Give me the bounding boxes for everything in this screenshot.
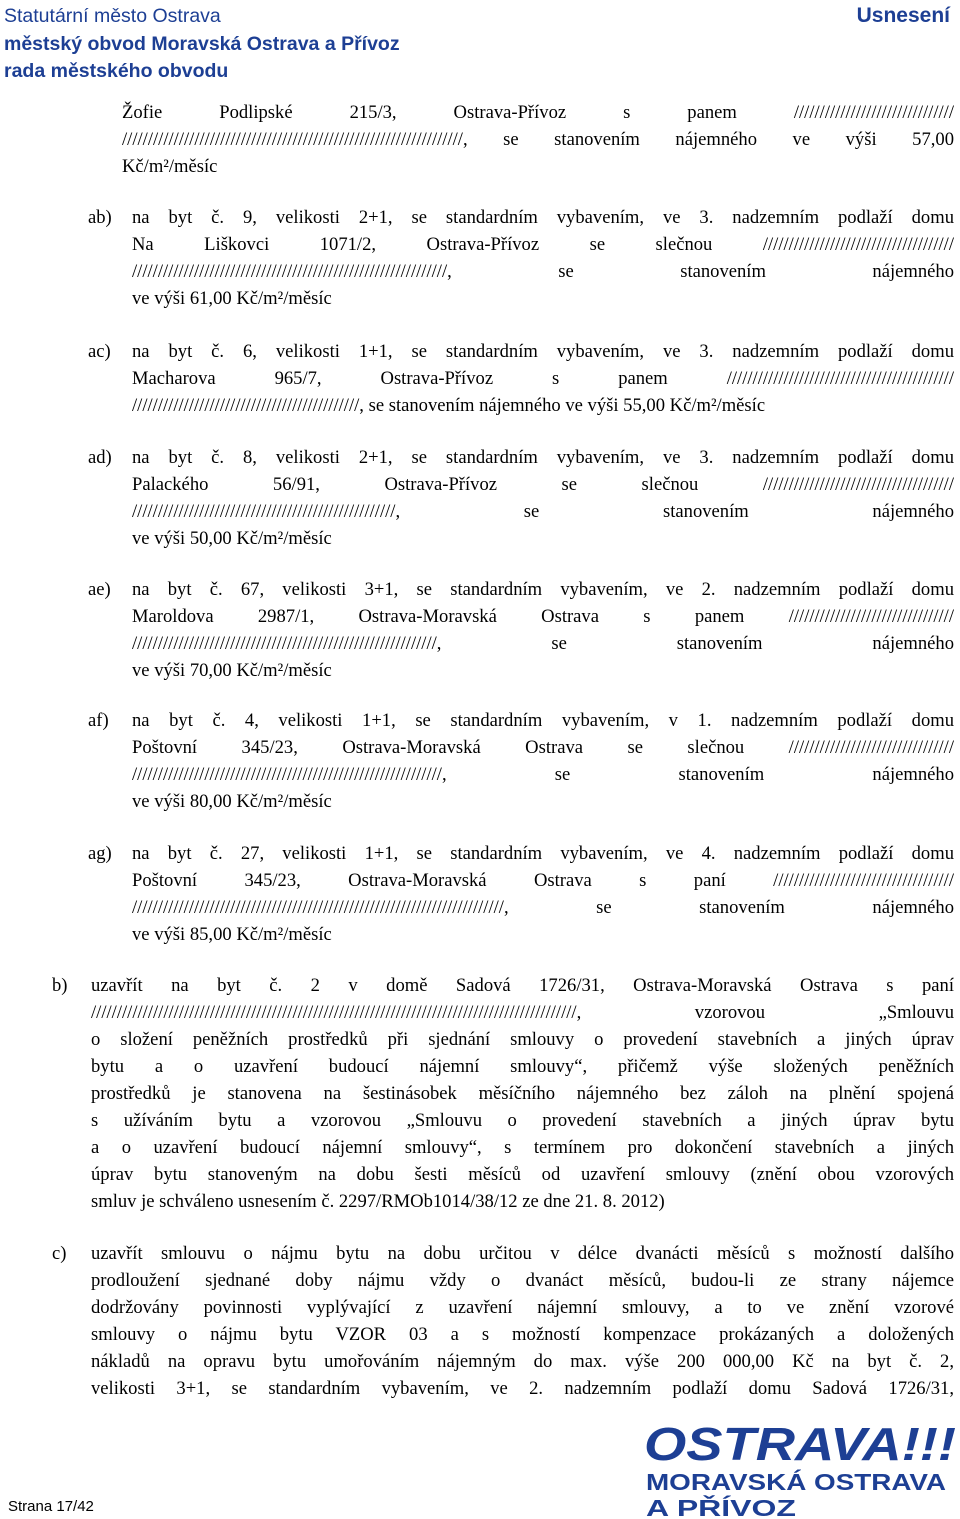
item-line: ve výši 50,00 Kč/m²/měsíc — [132, 528, 332, 549]
item-label-ac: ac) — [88, 341, 111, 362]
item-c — [91, 1240, 954, 1402]
item-line: na byt č. 27, velikosti 1+1, se standardním vybavením, ve 4. nadzemním podlaží domu — [132, 843, 954, 864]
item-line: a o uzavření budoucí nájemní smlouvy“, s termínem pro dokončení stavebních a jiných — [91, 1137, 954, 1158]
header-doc-type: Usnesení — [856, 4, 950, 27]
item-line: ////////////////////////////////////////////, se stanovením nájemného ve výši 55,00 Kč/m²/měsíc — [132, 395, 766, 416]
ostrava-logo — [644, 1420, 958, 1518]
item-line: na byt č. 9, velikosti 2+1, se standardním vybavením, ve 3. nadzemním podlaží domu — [132, 207, 954, 228]
item-line: Poštovní 345/23, Ostrava-Moravská Ostrava s paní /////////////////////////////////// — [132, 870, 954, 891]
item-line: bytu a o uzavření budoucí nájemní smlouvy“, přičemž výše složených peněžních — [91, 1056, 954, 1077]
item-line: ////////////////////////////////////////////////////////////, se stanovením nájemného — [132, 764, 954, 785]
item-line: ////////////////////////////////////////////////////////////////////////, se stanovením nájemného — [132, 897, 954, 918]
item-line: Maroldova 2987/1, Ostrava-Moravská Ostrava s panem //////////////////////////////// — [132, 606, 954, 627]
item-line: na byt č. 4, velikosti 1+1, se standardním vybavením, v 1. nadzemním podlaží domu — [132, 710, 954, 731]
item-line: Na Liškovci 1071/2, Ostrava-Přívoz se slečnou ///////////////////////////////////// — [132, 234, 954, 255]
intro-line: Žofie Podlipské 215/3, Ostrava-Přívoz s panem /////////////////////////////// — [122, 102, 954, 123]
item-line: ///////////////////////////////////////////////////, se stanovením nájemného — [132, 501, 954, 522]
item-ab — [132, 204, 954, 312]
item-label-af: af) — [88, 710, 109, 731]
ostrava-logo-graphic — [644, 1420, 958, 1518]
intro-paragraph — [122, 99, 954, 180]
item-label-ag: ag) — [88, 843, 112, 864]
header-city: Statutární město Ostrava — [4, 5, 221, 27]
item-line: na byt č. 67, velikosti 3+1, se standardním vybavením, ve 2. nadzemním podlaží domu — [132, 579, 954, 600]
item-line: úprav bytu stanoveným na dobu šesti měsíců od uzavření smlouvy (znění obou vzorových — [91, 1164, 954, 1185]
item-line: velikosti 3+1, se standardním vybavením, ve 2. nadzemním podlaží domu Sadová 1726/31, — [91, 1378, 954, 1399]
intro-line: //////////////////////////////////////////////////////////////////, se stanovením nájemného ve výši 57,00 — [122, 129, 954, 150]
item-label-ae: ae) — [88, 579, 111, 600]
item-line: ///////////////////////////////////////////////////////////, se stanovením nájemného — [132, 633, 954, 654]
intro-line: Kč/m²/měsíc — [122, 156, 218, 177]
item-line: uzavřít smlouvu o nájmu bytu na dobu určitou v délce dvanácti měsíců s možností dalšího — [91, 1243, 954, 1264]
header-district: městský obvod Moravská Ostrava a Přívoz — [4, 33, 400, 55]
item-ag — [132, 840, 954, 948]
logo-line-1: OSTRAVA!!! — [644, 1420, 956, 1470]
item-line: na byt č. 8, velikosti 2+1, se standardním vybavením, ve 3. nadzemním podlaží domu — [132, 447, 954, 468]
item-ac — [132, 338, 954, 419]
item-line: o složení peněžních prostředků při sjednání smlouvy o provedení stavebních a jiných úprav — [91, 1029, 954, 1050]
item-b — [91, 972, 954, 1215]
page-number: Strana 17/42 — [8, 1498, 94, 1515]
item-line: uzavřít na byt č. 2 v domě Sadová 1726/31, Ostrava-Moravská Ostrava s paní — [91, 975, 954, 996]
item-label-b: b) — [52, 975, 68, 996]
item-label-ad: ad) — [88, 447, 112, 468]
item-line: ve výši 70,00 Kč/m²/měsíc — [132, 660, 332, 681]
item-line: Palackého 56/91, Ostrava-Přívoz se slečnou ///////////////////////////////////// — [132, 474, 954, 495]
header-council: rada městského obvodu — [4, 60, 229, 82]
item-label-ab: ab) — [88, 207, 112, 228]
logo-line-2: MORAVSKÁ OSTRAVA — [646, 1469, 894, 1495]
item-line: smluv je schváleno usnesením č. 2297/RMOb1014/38/12 ze dne 21. 8. 2012) — [91, 1191, 665, 1212]
item-label-c: c) — [52, 1243, 67, 1264]
item-af — [132, 707, 954, 815]
logo-line-3: A PŘÍVOZ — [646, 1495, 754, 1518]
item-line: prostředků je stanovena na šestinásobek měsíčního nájemného bez záloh na plnění spojená — [91, 1083, 954, 1104]
item-line: ve výši 61,00 Kč/m²/měsíc — [132, 288, 332, 309]
item-line: ve výši 85,00 Kč/m²/měsíc — [132, 924, 332, 945]
item-line: Macharova 965/7, Ostrava-Přívoz s panem //////////////////////////////////////////// — [132, 368, 954, 389]
item-line: ve výši 80,00 Kč/m²/měsíc — [132, 791, 332, 812]
item-line: /////////////////////////////////////////////////////////////, se stanovením nájemného — [132, 261, 954, 282]
item-line: s užíváním bytu a vzorovou „Smlouvu o provedení stavebních a jiných úprav bytu — [91, 1110, 954, 1131]
item-ae — [132, 576, 954, 684]
item-line: smlouvy o nájmu bytu VZOR 03 a s možností kompenzace prokázaných a doložených — [91, 1324, 954, 1345]
item-line: dodržovány povinnosti vyplývající z uzavření nájemní smlouvy, a to ve znění vzorové — [91, 1297, 954, 1318]
item-line: nákladů na opravu bytu umořováním nájemným do max. výše 200 000,00 Kč na byt č. 2, — [91, 1351, 954, 1372]
item-line: prodloužení sjednané doby nájmu vždy o dvanáct měsíců, budou-li ze strany nájemce — [91, 1270, 954, 1291]
item-line: //////////////////////////////////////////////////////////////////////////////////////////////, vzorovou „Smlouvu — [91, 1002, 954, 1023]
item-ad — [132, 444, 954, 552]
item-line: na byt č. 6, velikosti 1+1, se standardním vybavením, ve 3. nadzemním podlaží domu — [132, 341, 954, 362]
item-line: Poštovní 345/23, Ostrava-Moravská Ostrava se slečnou //////////////////////////////// — [132, 737, 954, 758]
